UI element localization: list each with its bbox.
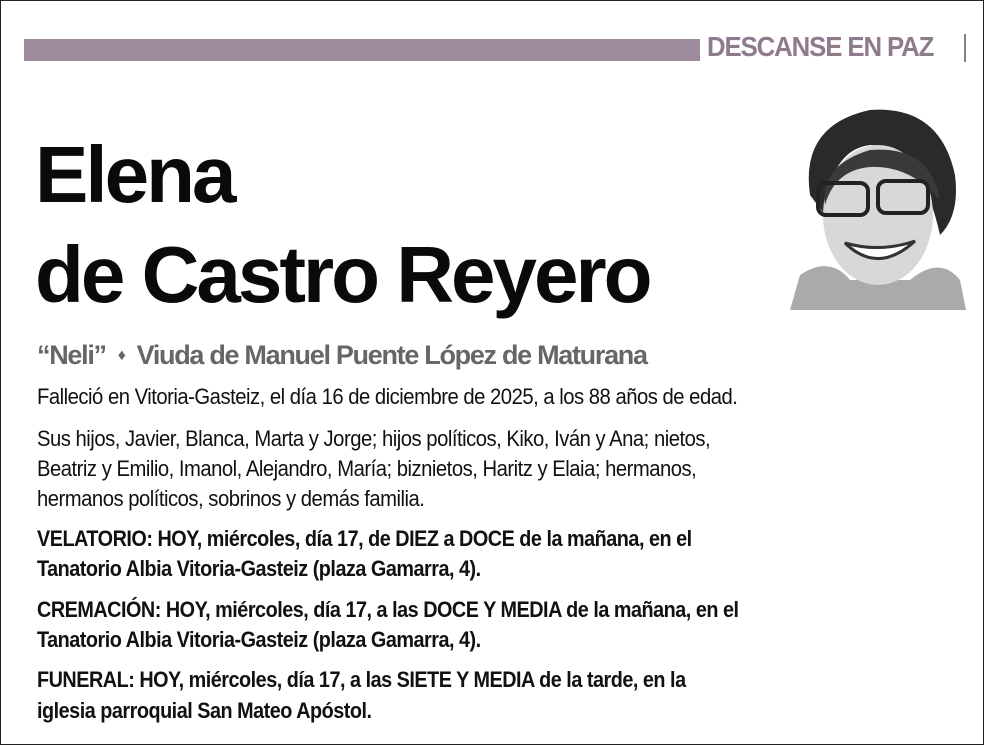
header-rule bbox=[964, 34, 966, 62]
name-first: Elena bbox=[35, 130, 234, 219]
cremacion-line: CREMACIÓN: HOY, miércoles, día 17, a las DOCE Y MEDIA de la mañana, en el bbox=[37, 597, 739, 622]
funeral-line: iglesia parroquial San Mateo Apóstol. bbox=[37, 698, 372, 723]
velatorio-line: VELATORIO: HOY, miércoles, día 17, de DIEZ a DOCE de la mañana, en el bbox=[37, 526, 692, 551]
family-line: hermanos políticos, sobrinos y demás familia. bbox=[37, 486, 425, 511]
funeral-line: FUNERAL: HOY, miércoles, día 17, a las SIETE Y MEDIA de la tarde, en la bbox=[37, 667, 686, 692]
family-line: Beatriz y Emilio, Imanol, Alejandro, María; biznietos, Haritz y Elaia; hermanos, bbox=[37, 456, 697, 481]
name-surname: de Castro Reyero bbox=[35, 230, 650, 319]
diamond-separator-icon: ♦ bbox=[117, 347, 125, 364]
family-line: Sus hijos, Javier, Blanca, Marta y Jorge; hijos políticos, Kiko, Iván y Ana; nietos, bbox=[37, 426, 711, 451]
relation: Viuda de Manuel Puente López de Maturana bbox=[136, 340, 647, 370]
subtitle bbox=[37, 340, 647, 371]
cremacion-line: Tanatorio Albia Vitoria-Gasteiz (plaza Gamarra, 4). bbox=[37, 627, 481, 652]
death-notice: Falleció en Vitoria-Gasteiz, el día 16 de diciembre de 2025, a los 88 años de edad. bbox=[37, 384, 738, 409]
nickname: “Neli” bbox=[37, 340, 106, 370]
header-bar bbox=[24, 39, 700, 61]
velatorio-line: Tanatorio Albia Vitoria-Gasteiz (plaza Gamarra, 4). bbox=[37, 556, 481, 581]
section-title: DESCANSE EN PAZ bbox=[707, 31, 934, 62]
portrait-photo bbox=[790, 105, 966, 310]
